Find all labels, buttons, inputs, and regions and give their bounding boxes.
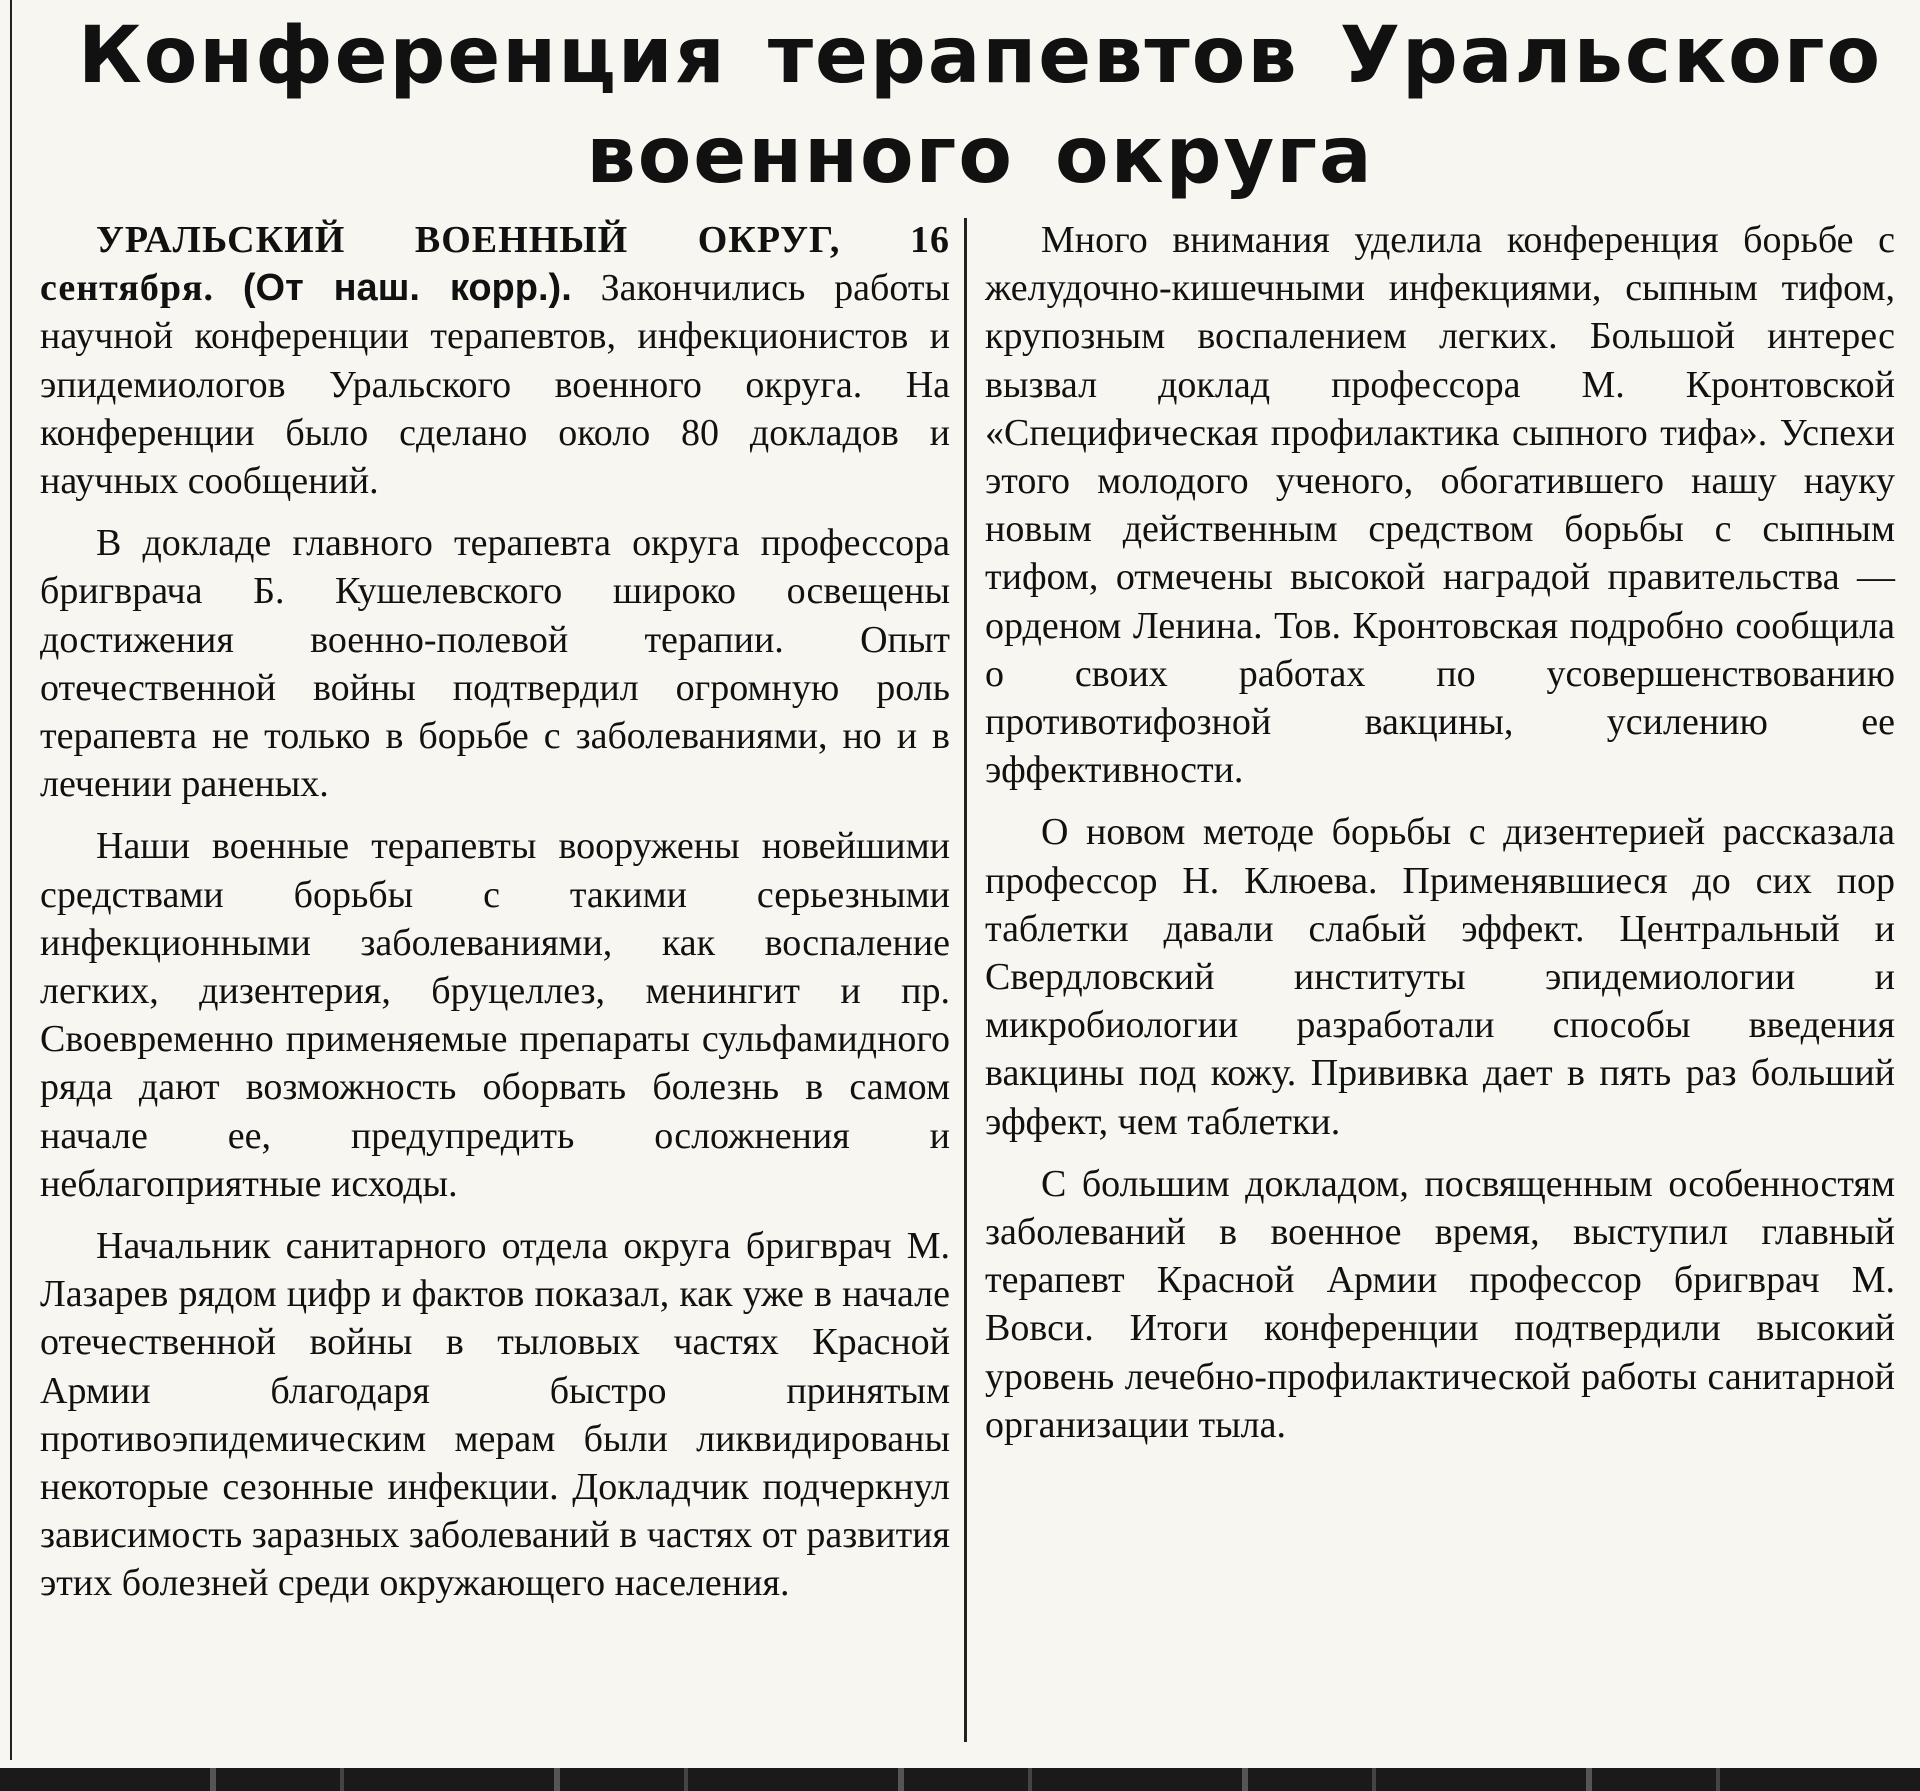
source-credit: (От наш. корр.). xyxy=(242,267,572,310)
paragraph-1-text: Закончились работы научной конференции терапевтов, инфекционистов и эпидемиологов Уральского военного округа. На конференции было сделано около 80 докладов и научных сообщений. xyxy=(40,267,951,503)
headline-line-1: Конференция терапевтов Уральского xyxy=(77,11,1883,101)
article-paragraph-1 xyxy=(40,216,950,505)
article-paragraph-7: С большим докладом, посвященным особенностям заболеваний в военное время, выступил главный терапевт Красной Армии профессор бригврач М. Вовси. Итоги конференции подтвердили высокий уровень лечебно-профилактической работы санитарной организации тыла. xyxy=(985,1162,1895,1446)
column-divider xyxy=(964,218,967,1742)
bottom-border-strip xyxy=(0,1768,1920,1791)
article-paragraph-6: О новом методе борьбы с дизентерией рассказала профессор Н. Клюева. Применявшиеся до сих пор таблетки давали слабый эффект. Центральный и Свердловский институты эпидемиологии и микробиологии разработали способы введения вакцины под кожу. Прививка дает в пять раз больший эффект, чем таблетки. xyxy=(985,811,1895,1143)
article-headline xyxy=(40,6,1920,206)
article-column-left xyxy=(40,216,950,1622)
article-paragraph-2: В докладе главного терапевта округа профессора бригврача Б. Кушелевского широко освещены достижения военно-полевой терапии. Опыт отечественной войны подтвердил огромную роль терапевта не только в борьбе с заболеваниями, но и в лечении раненых. xyxy=(40,522,950,806)
dateline: УРАЛЬСКИЙ ВОЕННЫЙ ОКРУГ, 16 сентября. xyxy=(40,219,950,310)
headline-line-2: военного округа xyxy=(586,111,1374,201)
article-column-right xyxy=(985,216,1895,1463)
left-margin-rule xyxy=(10,0,12,1760)
article-paragraph-4: Начальник санитарного отдела округа бригврач М. Лазарев рядом цифр и фактов показал, как уже в начале отечественной войны в тыловых частях Красной Армии благодаря быстро принятым противоэпидемическим мерам были ликвидированы некоторые сезонные инфекции. Докладчик подчеркнул зависимость заразных заболеваний в частях от развития этих болезней среди окружающего населения. xyxy=(40,1225,950,1605)
article-paragraph-5: Много внимания уделила конференция борьбе с желудочно-кишечными инфекциями, сыпным тифом, крупозным воспалением легких. Большой интерес вызвал доклад профессора М. Кронтовской «Специфическая профилактика сыпного тифа». Успехи этого молодого ученого, обогатившего нашу науку новым действенным средством борьбы с сыпным тифом, отмечены высокой наградой правительства — орденом Ленина. Тов. Кронтовская подробно сообщила о своих работах по усовершенствованию противотифозной вакцины, усилению ее эффективности. xyxy=(985,219,1895,792)
article-paragraph-3: Наши военные терапевты вооружены новейшими средствами борьбы с такими серьезными инфекционными заболеваниями, как воспаление легких, дизентерия, бруцеллез, менингит и пр. Своевременно применяемые препараты сульфамидного ряда дают возможность оборвать болезнь в самом начале ее, предупредить осложнения и неблагоприятные исходы. xyxy=(40,825,950,1205)
